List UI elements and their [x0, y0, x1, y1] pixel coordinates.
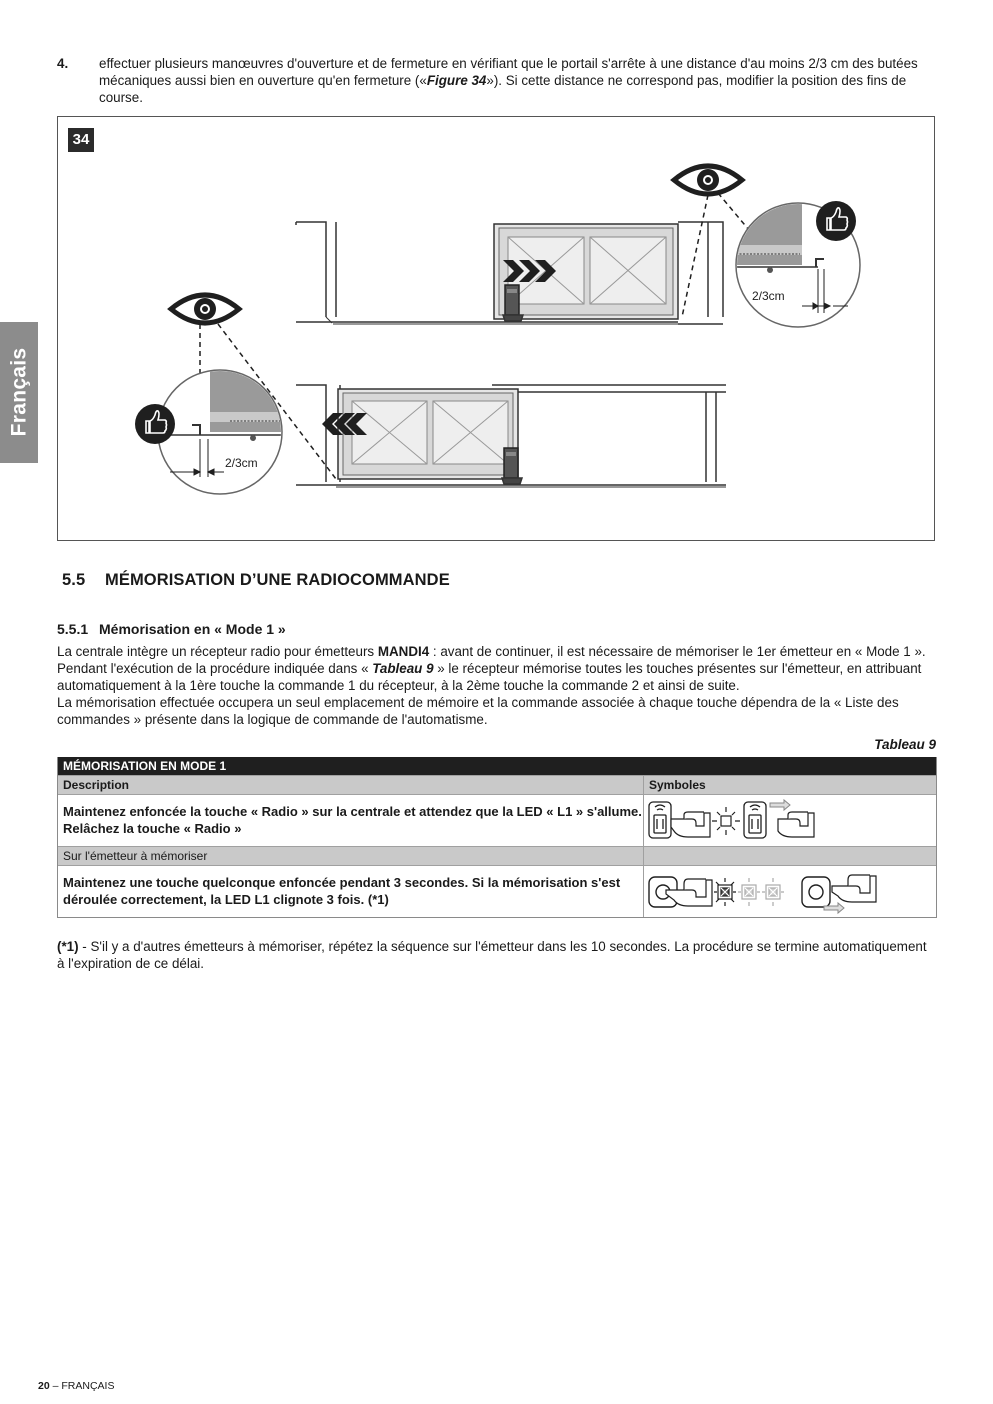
gate-diagram — [58, 117, 936, 542]
hand-release-icon — [824, 875, 876, 913]
bottom-detail-magnifier — [158, 370, 290, 494]
bottom-thumbs-up-icon — [135, 404, 175, 444]
col-symbols: Symboles — [649, 778, 706, 792]
table-header: MÉMORISATION EN MODE 1 — [58, 757, 936, 775]
step-text-b: »). Si cette distance ne correspond pas, modifier la position des fins de course. — [99, 73, 907, 105]
top-thumbs-up-icon — [816, 201, 856, 241]
step-4 — [57, 55, 937, 106]
subsection-number: 5.5.1 — [57, 621, 89, 637]
hand-release-icon — [770, 800, 814, 837]
bottom-dimension-label: 2/3cm — [225, 456, 258, 470]
intro-paragraph — [57, 643, 937, 728]
footnote-marker: (*1) — [57, 939, 79, 954]
figure-label: 34 — [68, 128, 94, 152]
para-text-a: La centrale intègre un récepteur radio pour émetteurs — [57, 644, 378, 659]
bottom-gate-group — [296, 385, 726, 487]
row1-description: Maintenez enfoncée la touche « Radio » sur la centrale et attendez que la LED « L1 » s'allume. Relâchez la touche « Radio » — [58, 795, 644, 846]
section-title — [62, 572, 450, 589]
page-number: 20 — [38, 1380, 50, 1392]
button-icon — [802, 877, 830, 907]
footnote-text: - S'il y a d'autres émetteurs à mémoriser, répétez la séquence sur l'émetteur dans les 10 secondes. La procédure se termine automatiquement à l'expiration de ce délai. — [57, 939, 927, 971]
language-tab-label: Français — [7, 347, 31, 437]
para-text-c: » le récepteur mémorise toutes les touches présentes sur l'émetteur, en attribuant automatiquement à la 1ère touche la commande 1 du récepteur, à la 2ème touche la commande 2 et ainsi de suite. — [57, 661, 922, 693]
step-text — [99, 55, 937, 106]
row2-description: Maintenez une touche quelconque enfoncée pendant 3 secondes. Si la mémorisation s'est déroulée correctement, la LED L1 clignote 3 fois. (*1) — [58, 866, 644, 917]
row1-symbols — [644, 795, 936, 846]
top-gate-group — [296, 222, 723, 324]
para-text-2: La mémorisation effectuée occupera un seul emplacement de mémoire et la commande associée à chaque touche dépendra de la « Liste des commandes » présente dans la logique de commande de l'automatisme. — [57, 695, 899, 727]
section-label: Sur l'émetteur à mémoriser — [58, 847, 644, 865]
led-blink-icon — [738, 878, 760, 906]
hand-press-icon — [666, 879, 712, 906]
section-number: 5.5 — [62, 571, 86, 589]
hand-press-icon — [671, 812, 710, 837]
row1-symbol-strip — [644, 795, 934, 847]
language-side-tab — [0, 322, 38, 463]
section-title-text: MÉMORISATION D’UNE RADIOCOMMANDE — [105, 571, 450, 589]
row2-symbol-strip — [644, 866, 934, 918]
table-reference: Tableau 9 — [372, 661, 434, 676]
footer-language: – FRANÇAIS — [49, 1380, 115, 1392]
table-row — [58, 865, 936, 917]
led-blink-icon — [762, 878, 784, 906]
para-bold-mandi4: MANDI4 — [377, 644, 430, 659]
bottom-eye-icon — [171, 295, 239, 323]
col-description: Description — [58, 776, 644, 794]
step-number: 4. — [57, 56, 69, 71]
top-dimension-label: 2/3cm — [752, 289, 785, 303]
table-9 — [57, 757, 937, 918]
table-section-row — [58, 846, 936, 865]
subsection-title — [57, 621, 286, 638]
footnote — [57, 938, 937, 972]
radio-remote-icon — [744, 802, 766, 838]
table-row — [58, 794, 936, 846]
figure-reference: Figure 34 — [426, 73, 487, 88]
para-text-b: : avant de continuer, il est nécessaire de mémoriser le 1er émetteur en « Mode 1 ». Pendant l'exécution de la procédure indiquée dans « — [57, 644, 926, 676]
led-on-icon — [712, 807, 740, 835]
top-eye-icon — [674, 166, 742, 194]
led-blink-icon — [714, 878, 736, 906]
radio-remote-icon — [649, 802, 671, 838]
row2-symbols — [644, 866, 936, 917]
section-label-empty — [644, 847, 936, 865]
table-caption: Tableau 9 — [874, 737, 936, 752]
page-footer — [38, 1378, 114, 1395]
figure-34 — [57, 116, 935, 541]
table-column-headers — [58, 775, 936, 794]
subsection-title-text: Mémorisation en « Mode 1 » — [99, 621, 286, 637]
step-text-a: effectuer plusieurs manœuvres d'ouverture et de fermeture en vérifiant que le portail s'arrête à une distance d'au moins 2/3 cm des butées mécaniques aussi bien en ouverture qu'en fermeture (« — [99, 56, 918, 88]
